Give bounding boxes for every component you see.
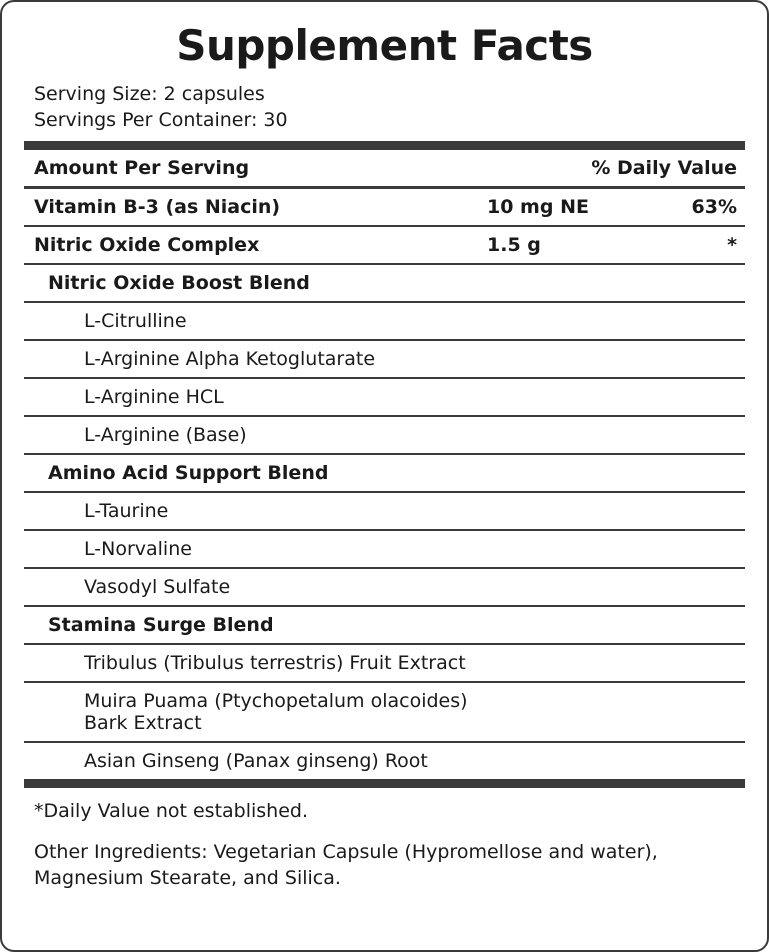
table-row [24, 227, 745, 263]
nutrient-rows [24, 189, 745, 779]
row-ingredient-name: L-Norvaline [84, 538, 192, 561]
table-row [24, 683, 745, 741]
row-ingredient-name: Vitamin B-3 (as Niacin) [34, 196, 281, 219]
header-amount-per-serving: Amount Per Serving [34, 157, 250, 180]
row-amount: 1.5 g [487, 234, 541, 257]
row-ingredient-name: L-Arginine Alpha Ketoglutarate [84, 348, 376, 371]
row-ingredient-name: L-Arginine (Base) [84, 424, 247, 447]
footnote-text: *Daily Value not established. [34, 800, 309, 823]
table-row [24, 645, 745, 681]
table-row [24, 265, 745, 301]
row-ingredient-name: L-Arginine HCL [84, 386, 224, 409]
page-title: Supplement Facts [176, 21, 593, 70]
divider-thick-top [24, 141, 745, 150]
table-row [24, 531, 745, 567]
table-row [24, 303, 745, 339]
other-ingredients-text: Other Ingredients: Vegetarian Capsule (Hypromellose and water), Magnesium Stearate, and Silica. [34, 841, 658, 890]
table-row [24, 493, 745, 529]
table-row [24, 341, 745, 377]
row-ingredient-name: Amino Acid Support Blend [48, 462, 329, 485]
table-row [24, 455, 745, 491]
row-ingredient-name: Vasodyl Sulfate [84, 576, 231, 599]
divider-thick-bottom [24, 779, 745, 788]
row-daily-value: * [727, 234, 737, 257]
row-ingredient-name: Stamina Surge Blend [48, 614, 274, 637]
row-ingredient-name: Tribulus (Tribulus terrestris) Fruit Extract [84, 652, 466, 675]
table-row [24, 189, 745, 225]
table-header-row [24, 150, 745, 186]
table-row [24, 417, 745, 453]
row-ingredient-name: Nitric Oxide Complex [34, 234, 260, 257]
table-row [24, 607, 745, 643]
header-daily-value: % Daily Value [591, 157, 737, 180]
table-row [24, 379, 745, 415]
row-amount: 10 mg NE [487, 196, 589, 219]
row-ingredient-name: Muira Puama (Ptychopetalum olacoides) Bark Extract [84, 690, 468, 735]
table-row [24, 569, 745, 605]
row-ingredient-name: L-Citrulline [84, 310, 187, 333]
table-row [24, 743, 745, 779]
row-ingredient-name: L-Taurine [84, 500, 169, 523]
row-ingredient-name: Nitric Oxide Boost Blend [48, 272, 310, 295]
servings-per-container-text: Servings Per Container: 30 [34, 108, 288, 131]
row-daily-value: 63% [691, 196, 737, 219]
serving-size-text: Serving Size: 2 capsules [34, 83, 265, 106]
row-ingredient-name: Asian Ginseng (Panax ginseng) Root [84, 750, 428, 773]
